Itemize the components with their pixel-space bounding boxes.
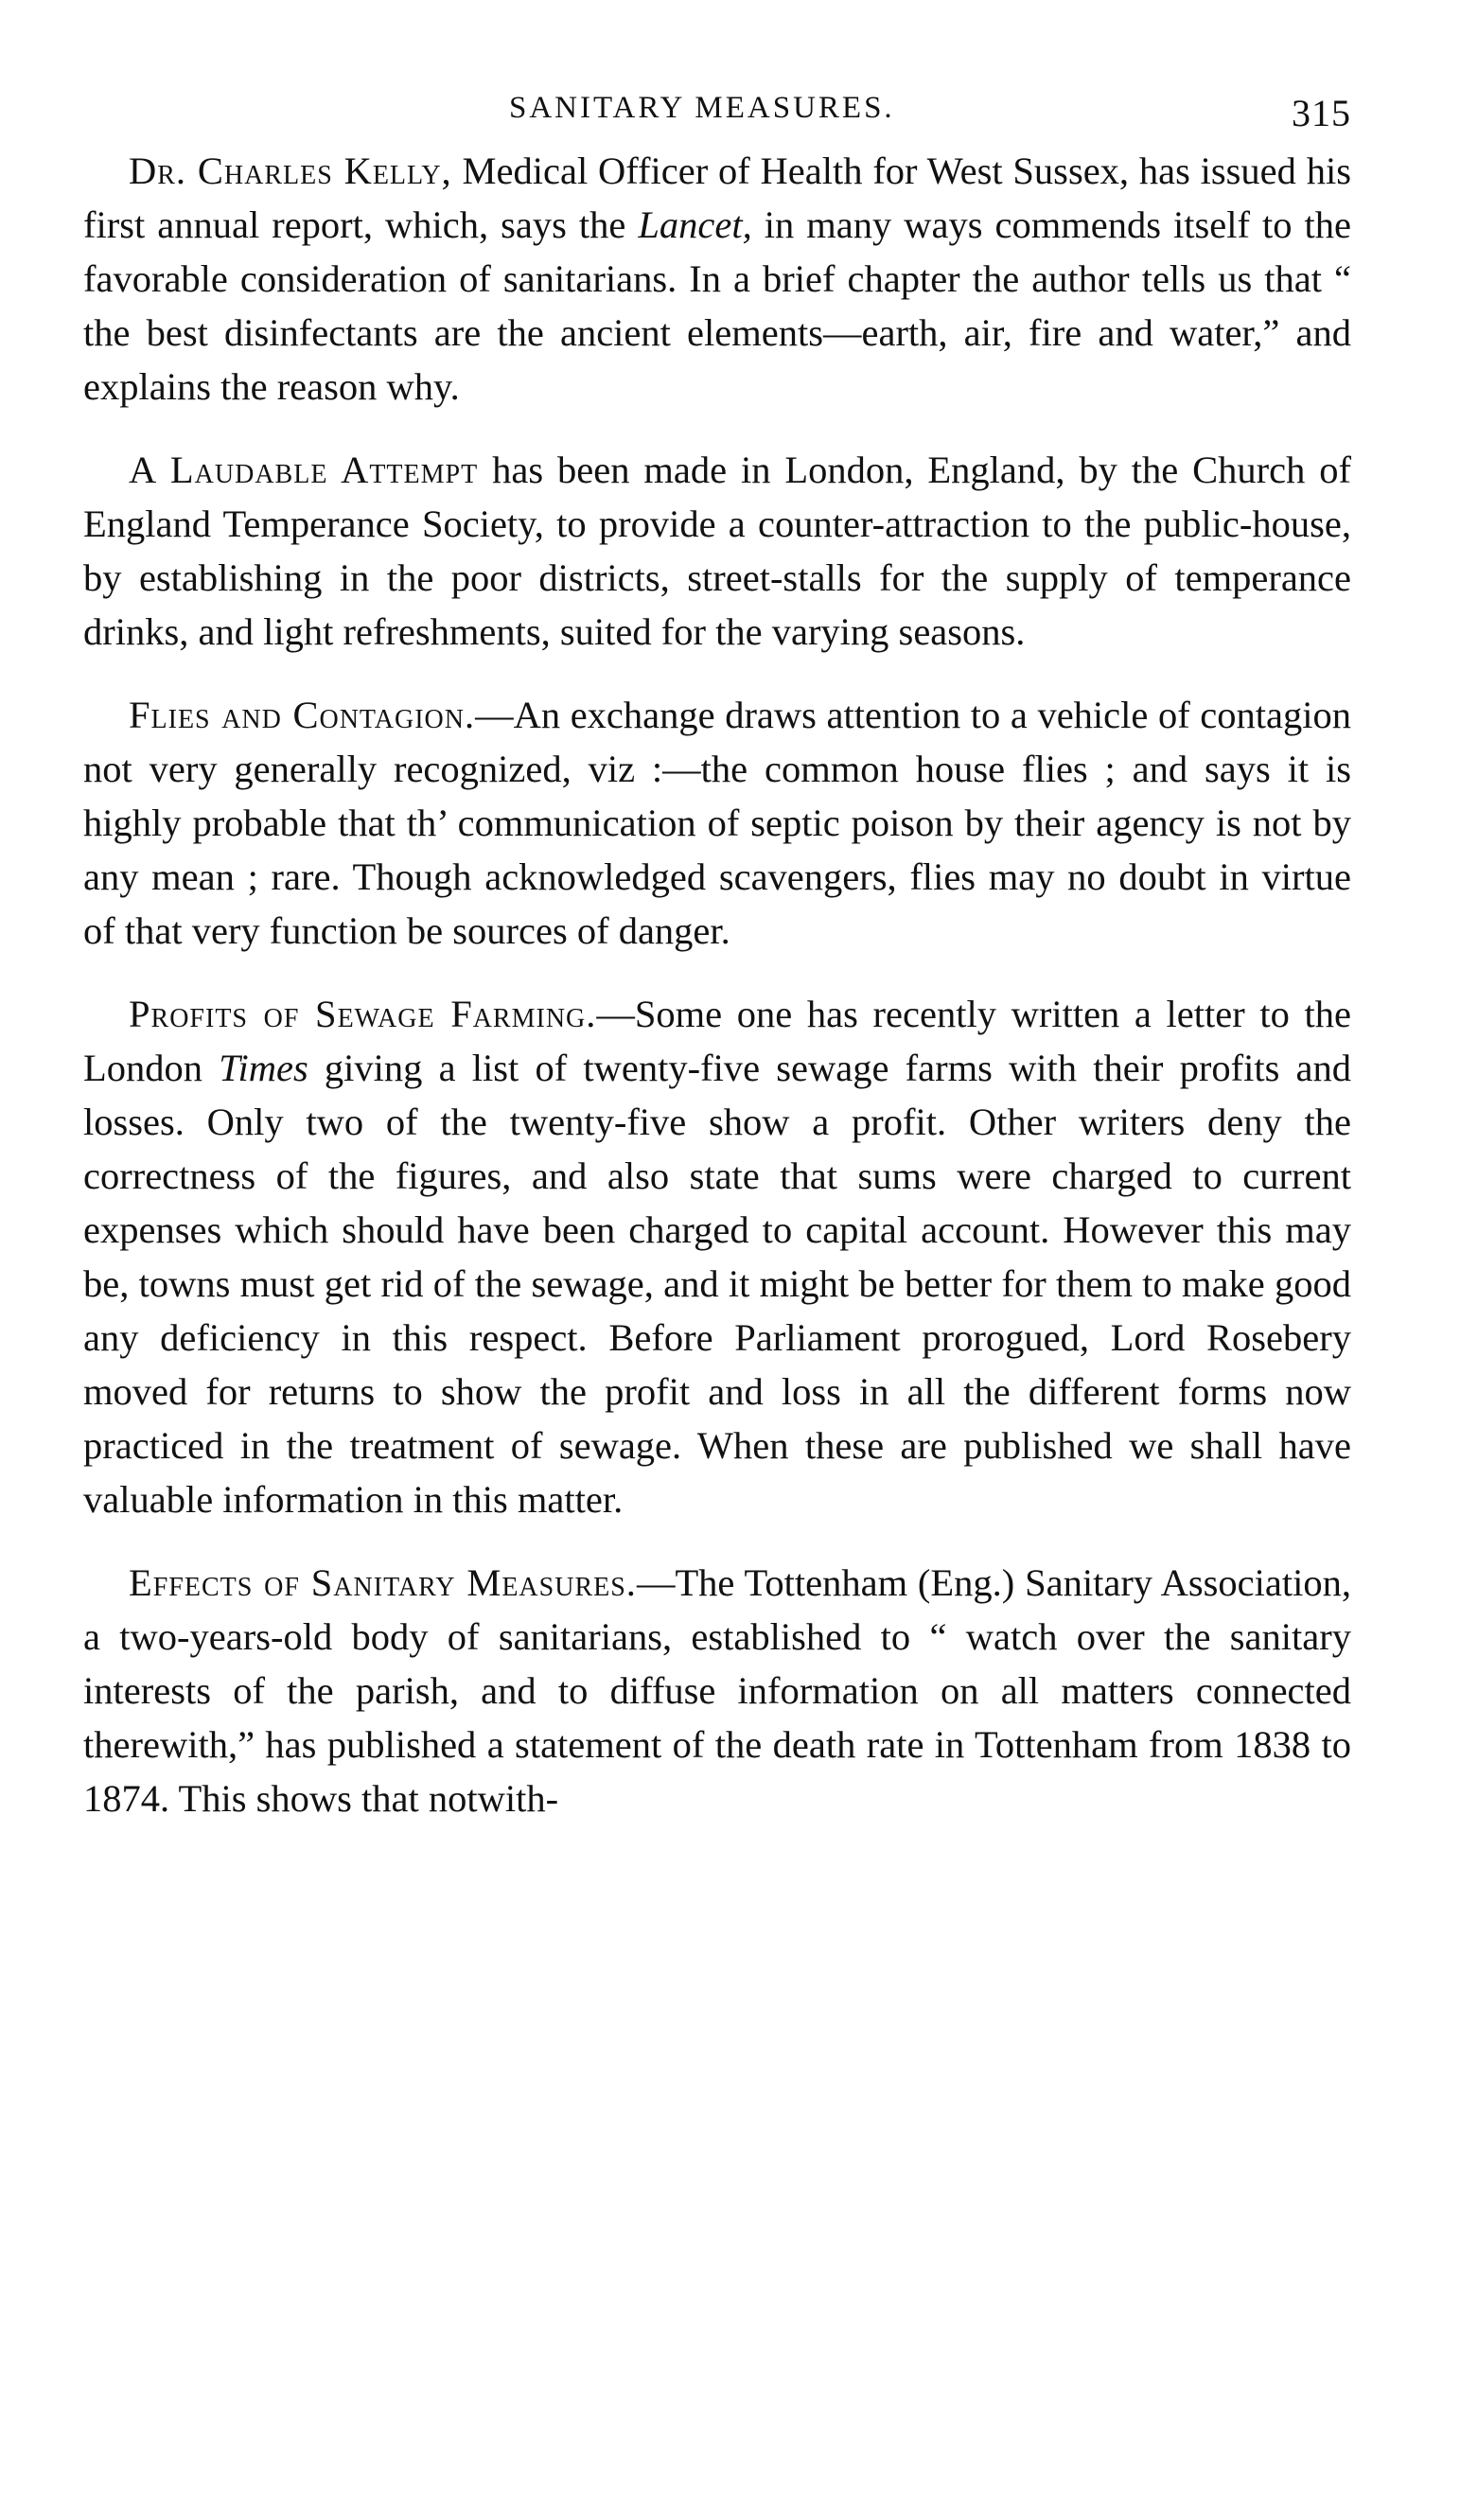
article-body (83, 144, 1351, 1825)
book-page (83, 91, 1351, 1855)
running-head (83, 91, 1351, 144)
paragraph-text: has been made in London, England, by the Church of England Temperance Society, to provide a counter-attraction to the public-house, by establishing in the poor districts, street-stalls for the supply of temperance drinks, and light refreshments, suited for the varying seasons. (83, 449, 1351, 653)
italic-publication-name: Lancet, (638, 203, 752, 246)
paragraph-text: Medical Officer of Health for West Sussex, has issued his first annual report, which, says the (83, 150, 1351, 246)
paragraph-lead: Effects of Sanitary Measures. (129, 1561, 637, 1604)
paragraph-text: —The Tottenham (Eng.) Sanitary Association, a two-years-old body of sanitarians, established to “ watch over the sanitary interests of the parish, and to diffuse information on all matters connected therewith,” has published a statement of the death rate in Tottenham from 1838 to 1874. This shows that notwith- (83, 1561, 1351, 1820)
paragraph-lead: A Laudable Attempt (129, 449, 479, 491)
paragraph-text: —Some one has recently written a letter to the London (83, 993, 1351, 1089)
paragraph-laudable-attempt (83, 443, 1351, 659)
paragraph-text: giving a list of twenty-five sewage farms with their profits and losses. Only two of the twenty-five show a profit. Other writers deny the correctness of the figures, and also state that sums were charged to current expenses which should have been charged to capital account. However this may be, towns must get rid of the sewage, and it might be better for them to make good any deficiency in this respect. Before Parliament prorogued, Lord Rosebery moved for returns to show the profit and loss in all the different forms now practiced in the treatment of sewage. When these are published we shall have valuable information in this matter. (83, 1047, 1351, 1521)
italic-publication-name: Times (219, 1047, 308, 1089)
paragraph-lead: Flies and Contagion. (129, 694, 476, 736)
paragraph-text: in many ways commends itself to the favorable consideration of sanitarians. In a brief chapter the author tells us that “ the best disinfectants are the ancient elements—earth, air, fire and water,” and explains the reason why. (83, 203, 1351, 408)
paragraph-text: —An exchange draws attention to a vehicle of contagion not very generally recognized, viz :—the common house flies ; and says it is highly probable that th’ communication of septic poison by their agency is not by any mean ; rare. Though acknowledged scavengers, flies may no doubt in virtue of that very function be sources of danger. (83, 694, 1351, 952)
paragraph-flies-contagion (83, 688, 1351, 958)
paragraph-lead: Dr. Charles Kelly, (129, 150, 452, 192)
paragraph-sewage-farming (83, 987, 1351, 1526)
paragraph-lead: Profits of Sewage Farming. (129, 993, 597, 1035)
running-title: SANITARY MEASURES. (509, 91, 895, 125)
page-number: 315 (1292, 92, 1351, 134)
paragraph-sanitary-effects (83, 1556, 1351, 1825)
paragraph-kelly-report (83, 144, 1351, 414)
